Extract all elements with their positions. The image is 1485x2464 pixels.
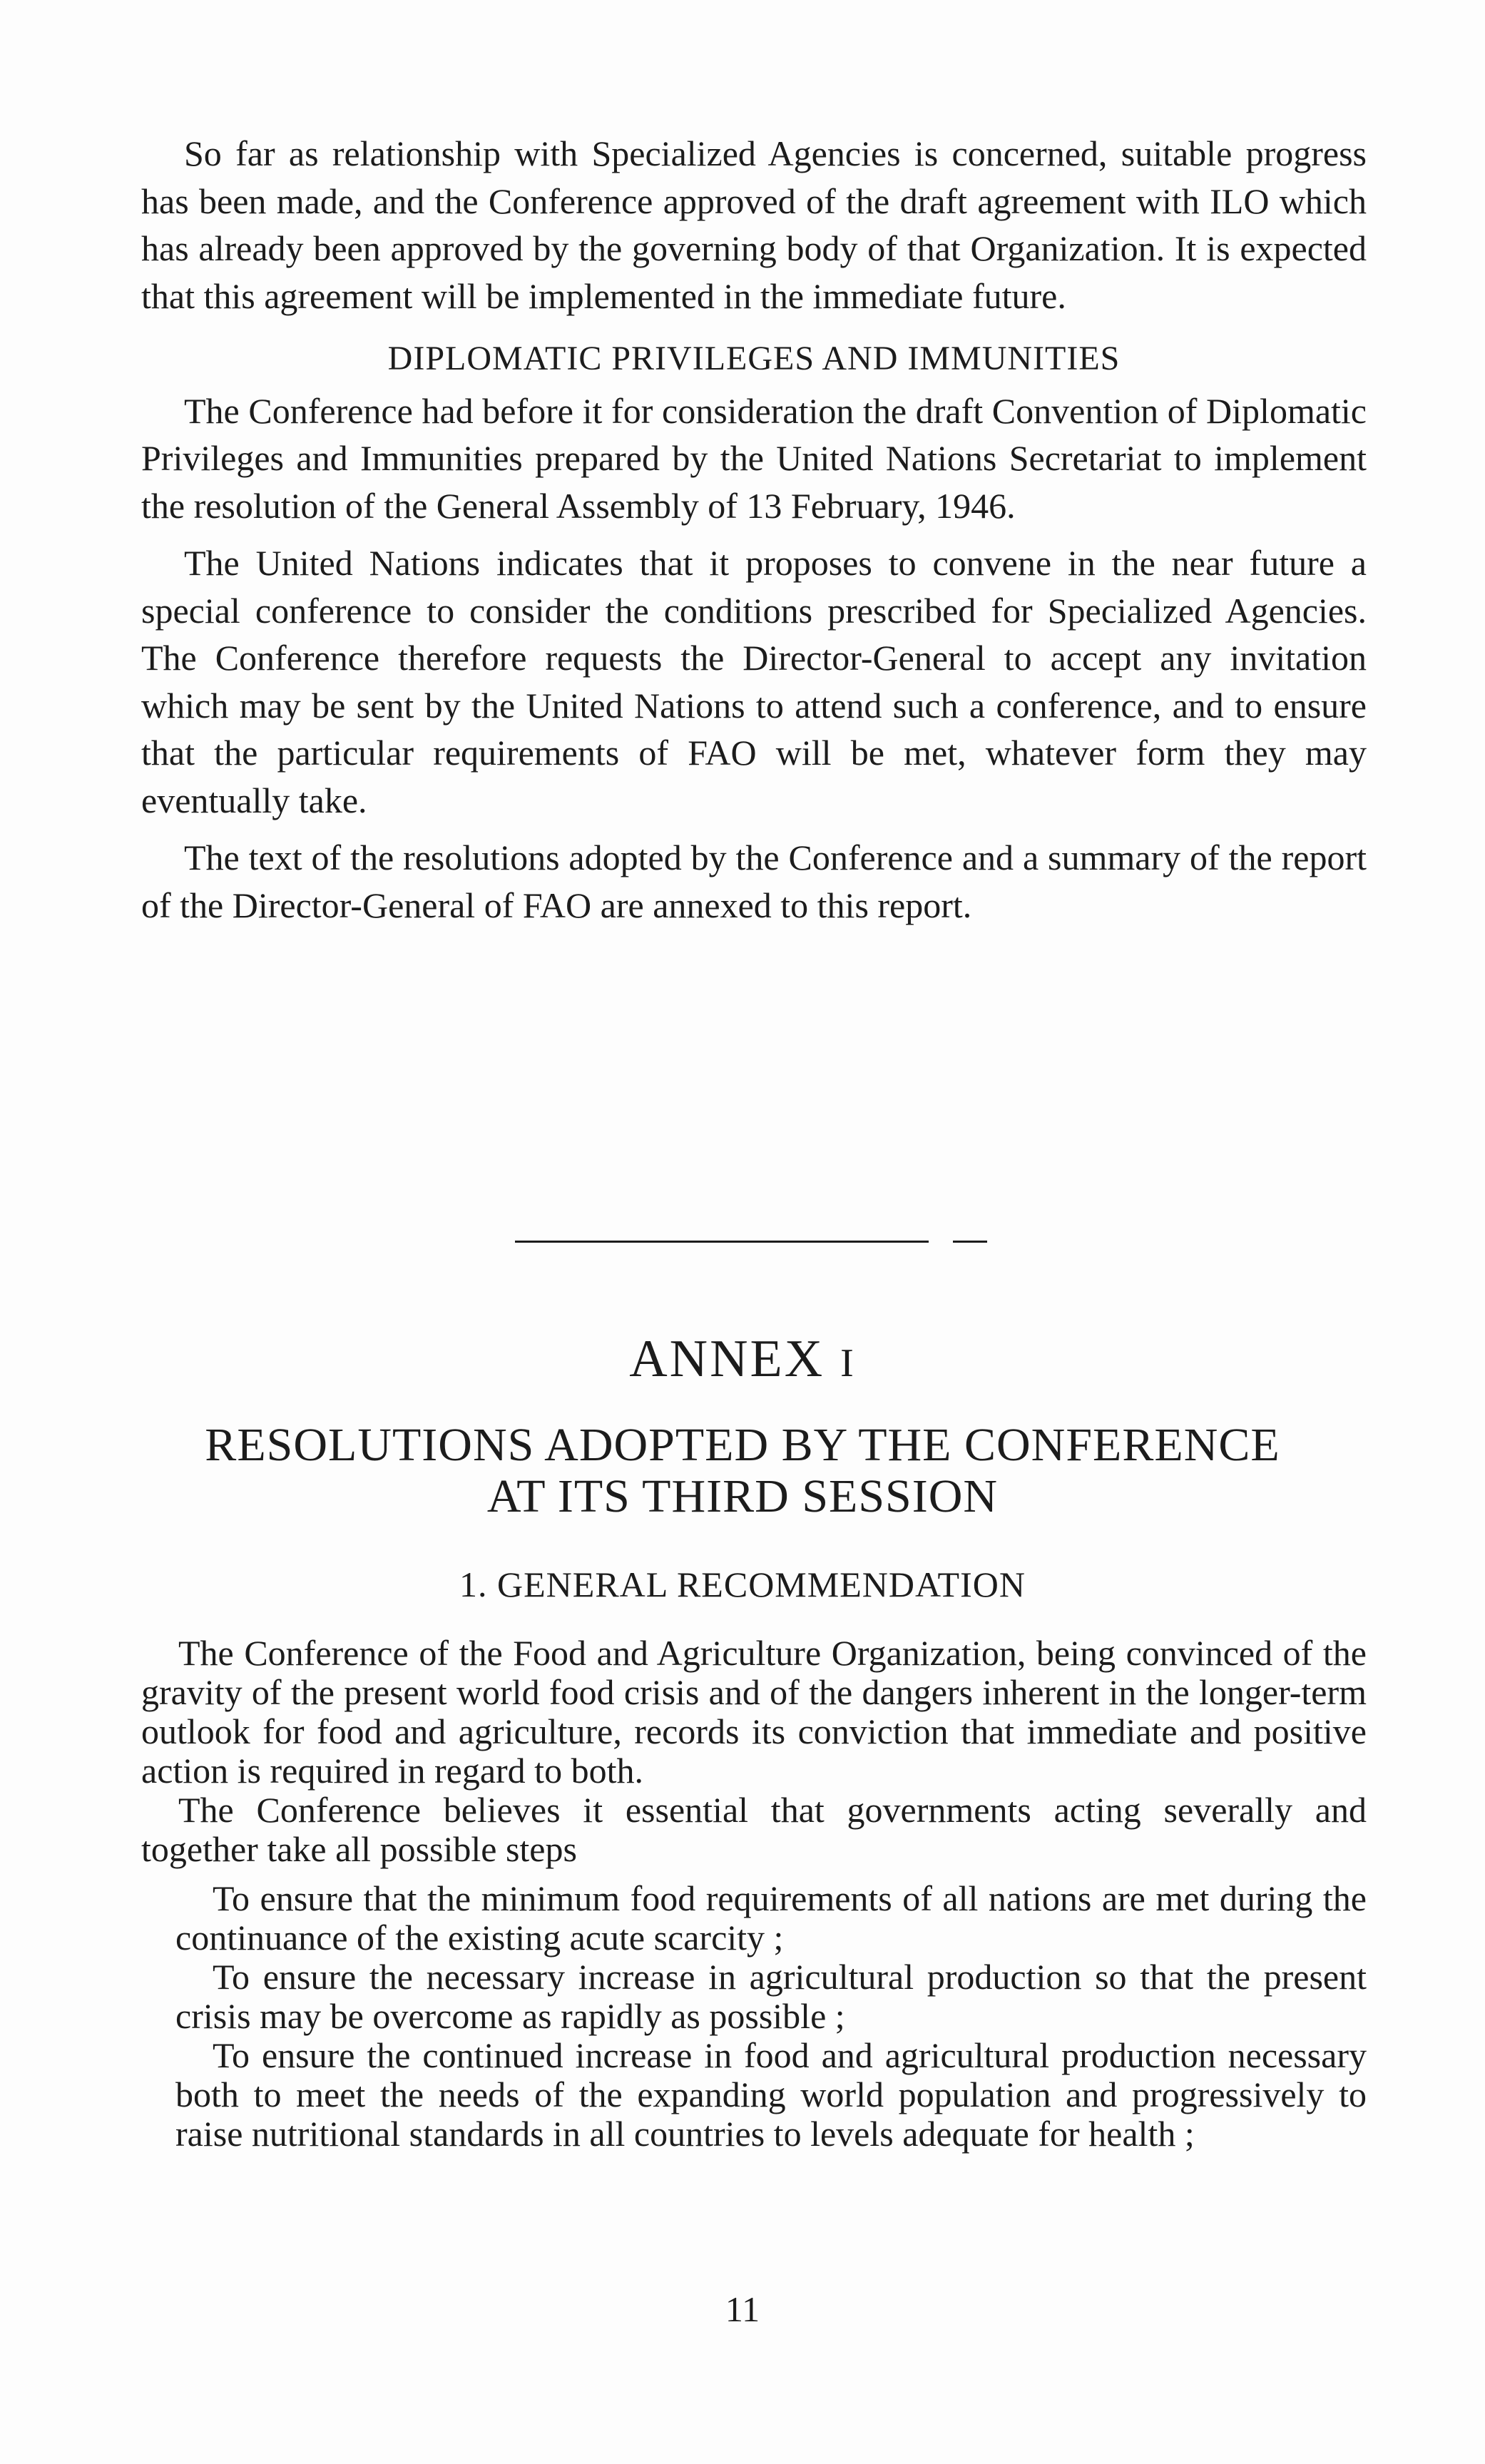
annex-label: ANNEX (629, 1330, 825, 1388)
section-heading: 1. GENERAL RECOMMENDATION (459, 1564, 1026, 1604)
page-number: 11 (725, 2289, 760, 2329)
intro-paragraph: So far as relationship with Specialized Agencies is concerned, suitable progress has been made, and the Conference approved of the draft agreement with ILO which has already been approved by the governing body of that Organization. It is expected that this agreement will be implemented in the immediate future. (141, 133, 1367, 316)
diplomatic-heading: DIPLOMATIC PRIVILEGES AND IMMUNITIES (387, 340, 1121, 377)
resolution-item-1: To ensure that the minimum food requirements of all nations are met during the continuance of the existing acute scarcity ; (175, 1878, 1367, 1958)
report-body-top (141, 130, 1367, 929)
resolutions-title (0, 1420, 1485, 1522)
divider-long-rule (515, 1241, 929, 1243)
divider-short-rule (953, 1241, 987, 1243)
diplomatic-paragraph-2: The United Nations indicates that it proposes to convene in the near future a special conference to consider the conditions prescribed for Specialized Agencies. The Conference therefore requests the Director-General to accept any invitation which may be sent by the United Nations to attend such a conference, and to ensure that the particular requirements of FAO will be met, whatever form they may eventually take. (141, 543, 1367, 820)
resolution-paragraph-1: The Conference of the Food and Agriculture Organization, being convinced of the gravity of the present world food crisis and of the dangers inherent in the longer-term outlook for food and agriculture, records its conviction that immediate and positive action is required in regard to both. (141, 1633, 1367, 1791)
resolutions-title-line-1: RESOLUTIONS ADOPTED BY THE CONFERENCE (205, 1419, 1280, 1471)
section-divider (0, 1241, 1485, 1245)
resolution-paragraph-2: The Conference believes it essential that governments acting severally and together take all possible steps (141, 1790, 1367, 1869)
diplomatic-paragraph-1: The Conference had before it for consideration the draft Convention of Diplomatic Privileges and Immunities prepared by the United Nations Secretariat to implement the resolution of the General Assembly of 13 February, 1946. (141, 390, 1367, 526)
resolution-body (141, 1634, 1367, 2154)
resolutions-title-line-2: AT ITS THIRD SESSION (486, 1470, 999, 1522)
resolution-item-3: To ensure the continued increase in food and agricultural production necessary both to meet the needs of the expanding world population and progressively to raise nutritional standards in all countries to levels adequate for health ; (175, 2035, 1367, 2154)
resolution-item-2: To ensure the necessary increase in agricultural production so that the present crisis may be overcome as rapidly as possible ; (175, 1957, 1367, 2036)
annex-number: I (840, 1341, 856, 1385)
diplomatic-paragraph-3: The text of the resolutions adopted by the Conference and a summary of the report of the Director-General of FAO are annexed to this report. (141, 838, 1367, 925)
annex-title (0, 1327, 1485, 1395)
